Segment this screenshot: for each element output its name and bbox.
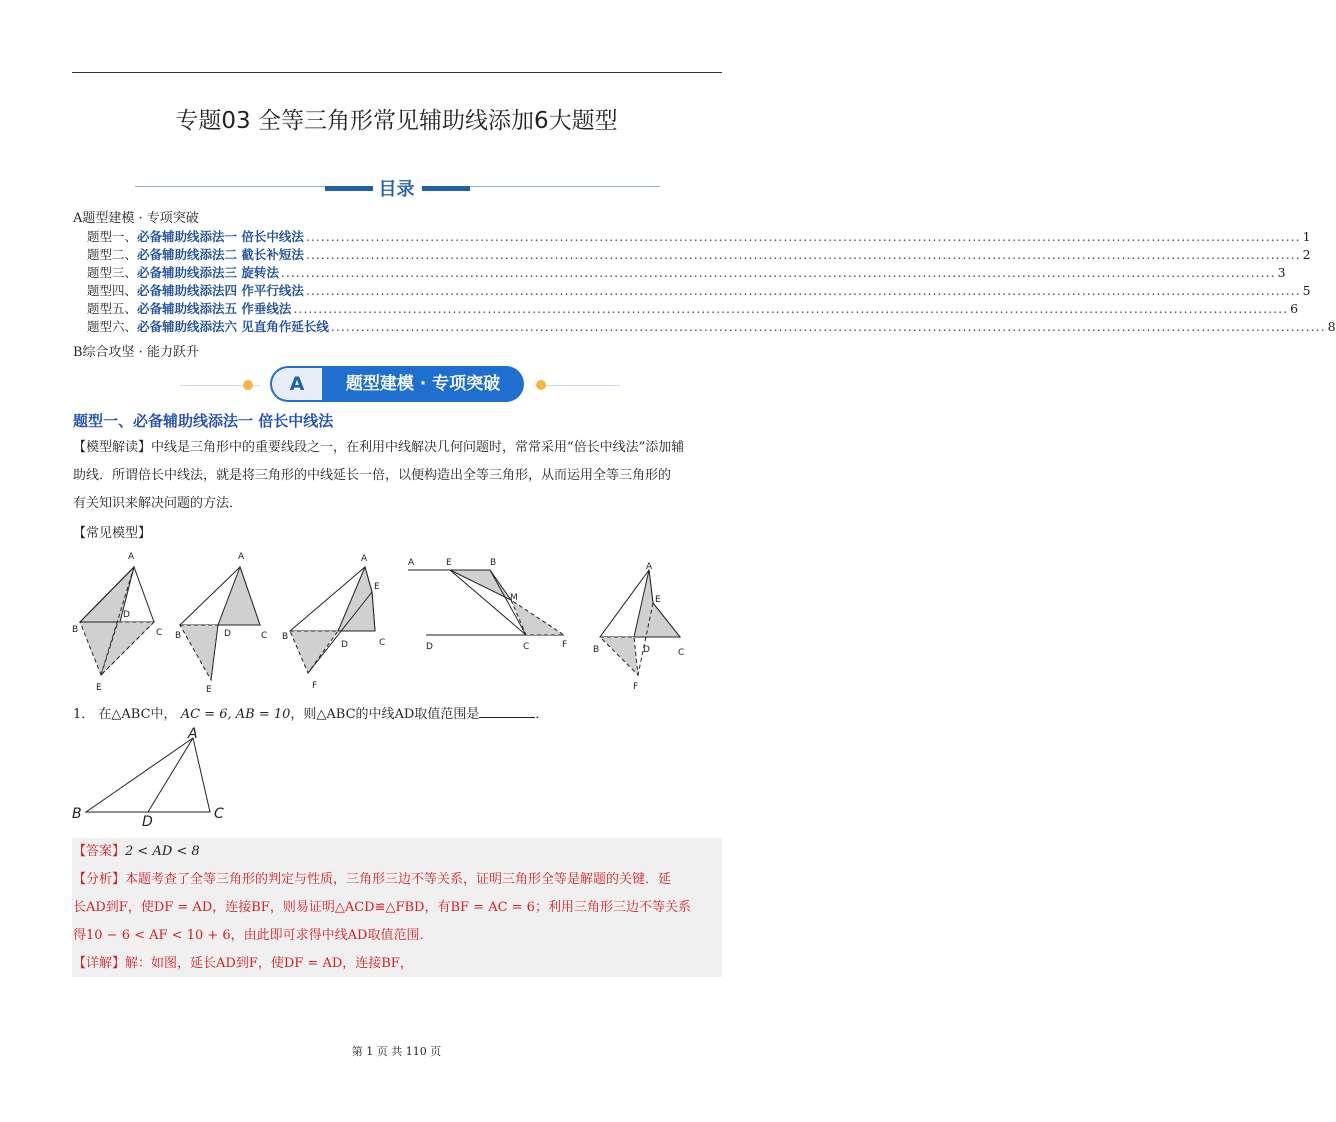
toc-item-page: 1	[1302, 229, 1311, 244]
banner-dot-left	[243, 380, 253, 390]
answer-line	[73, 838, 721, 866]
toc-item[interactable]	[87, 263, 1286, 280]
toc-item-name: 必备辅助线添法五 作垂线法	[137, 301, 292, 316]
question-text-b: ，则△ABC的中线AD取值范围是	[290, 707, 480, 722]
figure-point-label: B	[175, 631, 182, 641]
figure-point-label: E	[96, 683, 102, 693]
figure-point-label: F	[633, 682, 639, 692]
model-paragraph	[73, 434, 723, 462]
toc-item-name: 必备辅助线添法一 倍长中线法	[137, 229, 304, 244]
toc-item-name: 必备辅助线添法三 旋转法	[137, 265, 279, 280]
figure-point-label: C	[678, 648, 685, 658]
toc-part-a[interactable]: A题型建模 · 专项突破	[73, 211, 199, 226]
answer-label: 【答案】	[73, 844, 126, 859]
question-figure	[68, 728, 238, 828]
toc-item-prefix: 题型六、	[87, 319, 138, 334]
toc-item[interactable]	[87, 299, 1299, 316]
figure-2	[180, 567, 260, 680]
figure-point-label: A	[128, 552, 135, 562]
figure-5	[600, 570, 680, 675]
figure-point-label: D	[643, 645, 650, 655]
toc-leader: ........................................................................................................................................................................................................	[330, 319, 1326, 334]
figure-1	[80, 567, 154, 675]
question-point-label: C	[214, 806, 224, 822]
figure-point-label: D	[426, 642, 433, 652]
toc-item-name: 必备辅助线添法二 截长补短法	[137, 247, 304, 262]
figure-point-label: B	[72, 625, 79, 635]
question-cond-2: AB = 10	[235, 707, 291, 722]
toc-item-page: 8	[1327, 319, 1336, 334]
toc-item-page: 3	[1277, 265, 1286, 280]
section-title: 题型一、必备辅助线添法一 倍长中线法	[73, 412, 334, 430]
question-end: ．	[535, 707, 549, 722]
figure-point-label: C	[379, 638, 386, 648]
toc-item[interactable]	[87, 281, 1311, 298]
analysis-line-1	[73, 866, 721, 894]
banner-rule-right	[540, 385, 620, 386]
toc-item-prefix: 题型二、	[87, 247, 138, 262]
toc-part-b[interactable]: B综合攻坚 · 能力跃升	[73, 345, 199, 360]
question-point-label: A	[188, 726, 198, 742]
banner-dot-right	[536, 380, 546, 390]
model-line-2: 助线．所谓倍长中线法，就是将三角形的中线延长一倍，以便构造出全等三角形，从而运用全等三角形的	[73, 468, 672, 483]
figure-4	[408, 570, 564, 635]
figure-point-label: A	[361, 554, 368, 564]
answer-blank[interactable]	[479, 705, 535, 718]
figure-point-label: A	[408, 558, 415, 568]
model-line-1: 中线是三角形中的重要线段之一，在利用中线解决几何问题时，常常采用“倍长中线法”添加辅	[151, 440, 685, 455]
toc-item-name: 必备辅助线添法六 见直角作延长线	[137, 319, 329, 334]
detail-label: 【详解】	[73, 956, 126, 971]
detail-text: 解：如图，延长AD到F，使DF = AD，连接BF，	[125, 956, 413, 971]
analysis-line-2: 长AD到F，使DF = AD，连接BF，则易证明△ACD≌△FBD，有BF = AC = 6；利用三角形三边不等关系	[73, 900, 691, 915]
figure-point-label: M	[510, 593, 518, 603]
toc-item-prefix: 题型三、	[87, 265, 138, 280]
common-models-label: 【常见模型】	[73, 526, 152, 541]
toc-item-prefix: 题型四、	[87, 283, 138, 298]
figure-point-label: A	[646, 562, 653, 572]
figure-point-label: C	[261, 631, 268, 641]
figure-point-label: E	[446, 558, 452, 568]
banner-letter: A	[272, 368, 322, 400]
figure-point-label: D	[224, 629, 231, 639]
figure-point-label: D	[123, 610, 130, 620]
banner-text: 题型建模 · 专项突破	[345, 374, 501, 394]
analysis-label: 【分析】	[73, 872, 126, 887]
figure-point-label: C	[523, 642, 530, 652]
toc-leader: ........................................................................................................................................................................................................	[305, 247, 1301, 262]
figure-3	[290, 567, 375, 673]
figure-point-label: B	[593, 645, 600, 655]
toc-leader: ........................................................................................................................................................................................................	[280, 265, 1276, 280]
toc-leader: ........................................................................................................................................................................................................	[305, 283, 1301, 298]
model-line-3: 有关知识来解决问题的方法．	[73, 496, 243, 511]
toc-item-page: 6	[1290, 301, 1299, 316]
question-point-label: B	[72, 806, 82, 822]
analysis-text-1: 本题考查了全等三角形的判定与性质，三角形三边不等关系，证明三角形全等是解题的关键．延	[125, 872, 672, 887]
figure-point-label: F	[312, 681, 318, 691]
model-figures	[68, 545, 728, 695]
toc-item[interactable]	[87, 245, 1311, 262]
question-cond-1: AC = 6,	[180, 707, 232, 722]
question-text-a: 在△ABC中，	[98, 707, 177, 722]
answer-value: 2 < AD < 8	[125, 844, 200, 859]
analysis-line-3: 得10 − 6 < AF < 10 + 6，由此即可求得中线AD取值范围．	[73, 928, 433, 943]
toc-item-page: 2	[1302, 247, 1311, 262]
detail-line	[73, 950, 721, 978]
model-label: 【模型解读】	[73, 440, 152, 455]
figure-point-label: E	[206, 685, 212, 695]
toc-leader: ........................................................................................................................................................................................................	[293, 301, 1289, 316]
figure-point-label: E	[374, 582, 380, 592]
toc-item-name: 必备辅助线添法四 作平行线法	[137, 283, 304, 298]
page-title: 专题03 全等三角形常见辅助线添加6大题型	[175, 108, 618, 134]
toc-item[interactable]	[87, 317, 1336, 334]
header-rule	[72, 72, 722, 73]
toc-item-prefix: 题型五、	[87, 301, 138, 316]
toc-heading: 目录	[378, 179, 415, 200]
toc-item-prefix: 题型一、	[87, 229, 138, 244]
toc-leader: ........................................................................................................................................................................................................	[305, 229, 1301, 244]
toc-item[interactable]	[87, 227, 1311, 244]
question-1	[73, 703, 548, 722]
figure-point-label: E	[655, 595, 661, 605]
question-point-label: D	[142, 814, 153, 830]
figure-point-label: B	[282, 632, 289, 642]
figure-point-label: D	[341, 640, 348, 650]
page-footer: 第 1 页 共 110 页	[351, 1045, 442, 1058]
figure-point-label: C	[156, 628, 163, 638]
toc-item-page: 5	[1302, 283, 1311, 298]
figure-point-label: A	[238, 552, 245, 562]
figure-point-label: F	[562, 640, 568, 650]
figure-point-label: B	[490, 558, 497, 568]
question-number: 1．	[73, 707, 95, 722]
